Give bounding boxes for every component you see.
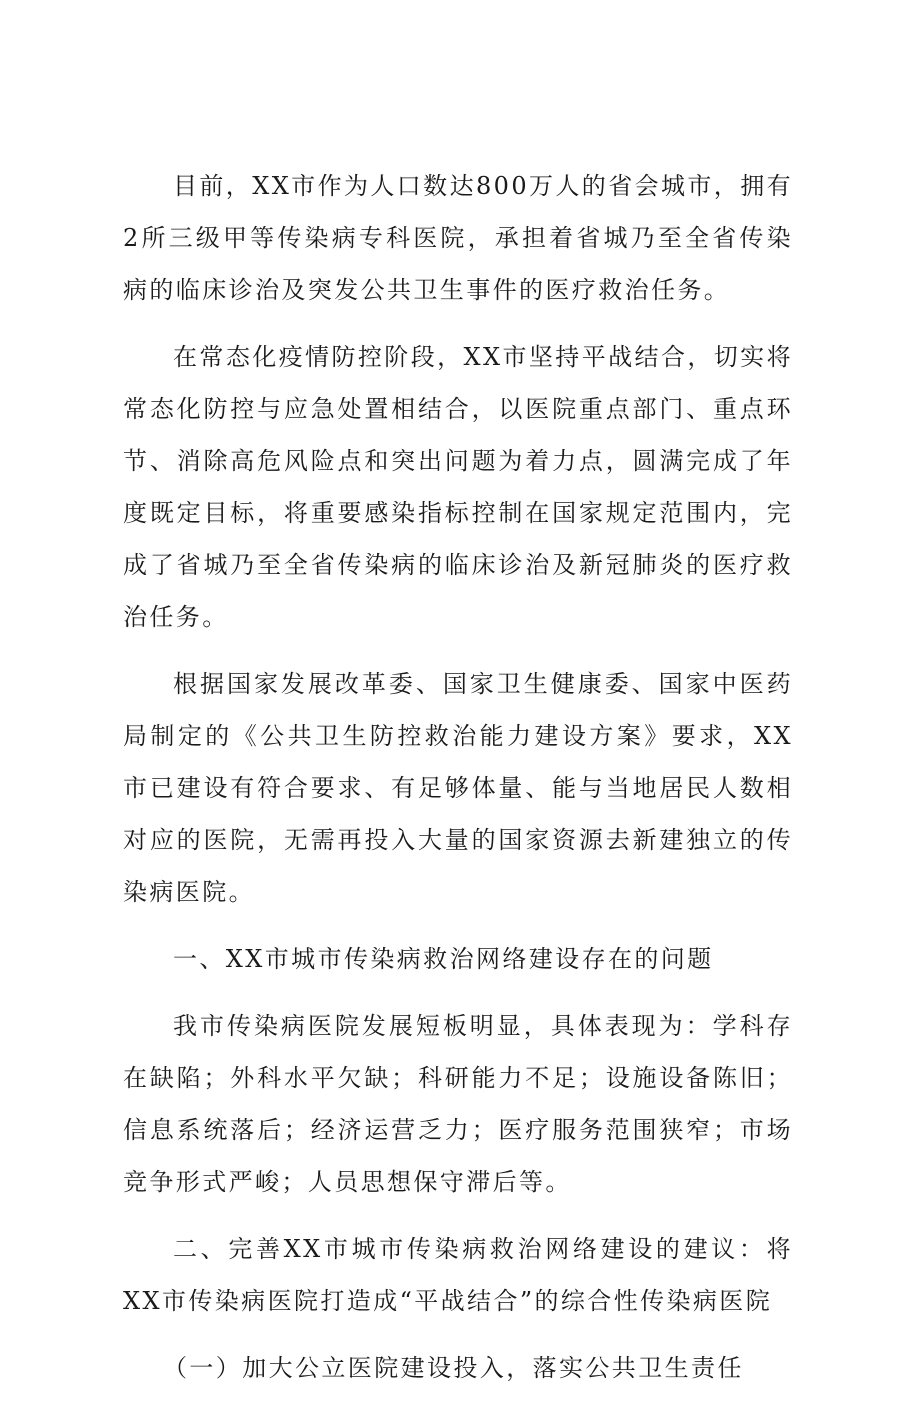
heading-section-one: 一、XX市城市传染病救治网络建设存在的问题 [173,945,714,973]
paragraph-construction-plan: 根据国家发展改革委、国家卫生健康委、国家中医药局制定的《公共卫生防控救治能力建设方案》要求，XX市已建设有符合要求、有足够体量、能与当地居民人数相对应的医院，无需再投入大量的国家资源去新建独立的传染病医院。 [123,670,793,906]
document-body [123,160,793,1409]
paragraph-current-situation: 目前，XX市作为人口数达800万人的省会城市，拥有2所三级甲等传染病专科医院，承担着省城乃至全省传染病的临床诊治及突发公共卫生事件的医疗救治任务。 [123,172,793,304]
heading-section-two: 二、完善XX市城市传染病救治网络建设的建议：将XX市传染病医院打造成“平战结合”的综合性传染病医院 [123,1235,793,1315]
heading-subsection-one: （一）加大公立医院建设投入，落实公共卫生责任 [163,1354,744,1382]
paragraph-prevention-stage: 在常态化疫情防控阶段，XX市坚持平战结合，切实将常态化防控与应急处置相结合，以医院重点部门、重点环节、消除高危风险点和突出问题为着力点，圆满完成了年度既定目标，将重要感染指标控制在国家规定范围内，完成了省城乃至全省传染病的临床诊治及新冠肺炎的医疗救治任务。 [123,343,793,631]
paragraph-shortcomings: 我市传染病医院发展短板明显，具体表现为：学科存在缺陷；外科水平欠缺；科研能力不足；设施设备陈旧；信息系统落后；经济运营乏力；医疗服务范围狭窄；市场竞争形式严峻；人员思想保守滞后等。 [123,1012,793,1196]
